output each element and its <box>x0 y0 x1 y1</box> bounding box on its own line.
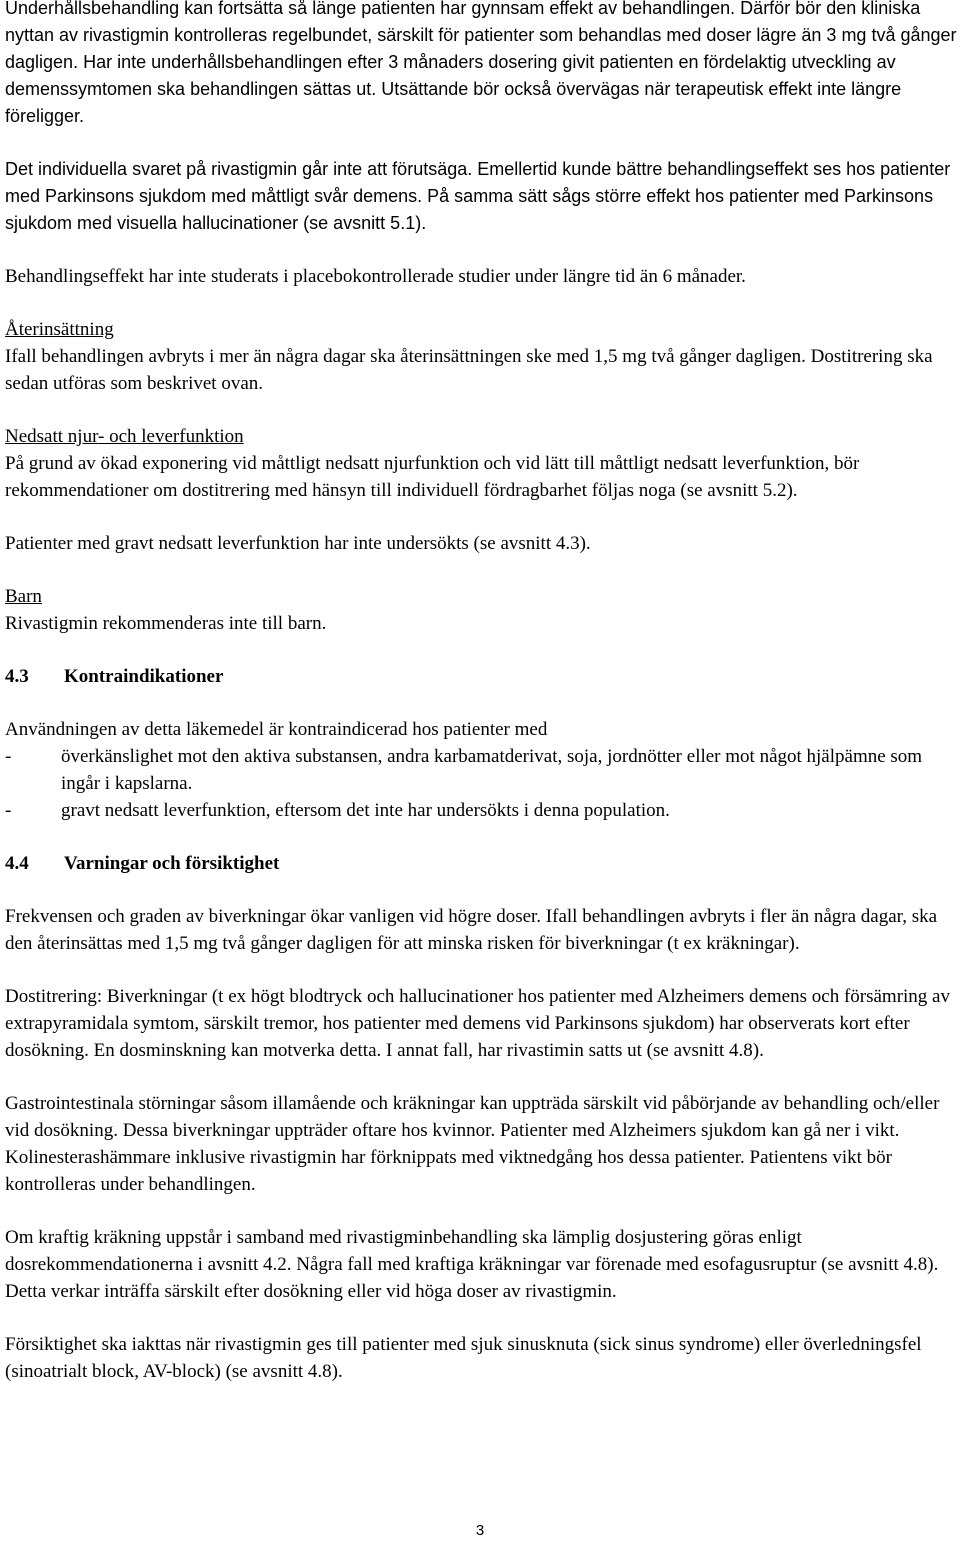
paragraph-gastrointestinal: Gastrointestinala störningar såsom illamående och kräkningar kan uppträda särskilt vid påbörjande av behandling och/eller vid dosökning. Dessa biverkningar uppträder oftare hos kvinnor. Patienter med Alzheimers sjukdom kan gå ner i vikt. Kolinesterashämmare inklusive rivastigmin har förknippats med viktnedgång hos dessa patienter. Patientens vikt bör kontrolleras under behandlingen. <box>5 1093 940 1195</box>
subheading-children: Barn <box>5 586 42 607</box>
subheading-renal-hepatic: Nedsatt njur- och leverfunktion <box>5 426 244 447</box>
section-title: Kontraindikationer <box>64 666 224 687</box>
list-dash: - <box>5 746 12 767</box>
paragraph-severe-liver: Patienter med gravt nedsatt leverfunktion har inte undersökts (se avsnitt 4.3). <box>5 533 591 554</box>
section-renal-hepatic <box>5 423 957 504</box>
document-page <box>5 0 957 1411</box>
subheading-reinitiation: Återinsättning <box>5 319 114 340</box>
section-heading-4-4 <box>5 850 957 877</box>
list-item <box>5 743 957 797</box>
paragraph-sinus-node: Försiktighet ska iakttas när rivastigmin ges till patienter med sjuk sinusknuta (sick sinus syndrome) eller överledningsfel (sinoatrialt block, AV-block) (se avsnitt 4.8). <box>5 1334 922 1382</box>
paragraph-maintenance: Underhållsbehandling kan fortsätta så länge patienten har gynnsam effekt av behandlingen. Därför bör den kliniska nyttan av rivastigmin kontrolleras regelbundet, särskilt för patienter som behandlas med doser lägre än 3 mg två gånger dagligen. Har inte underhållsbehandlingen efter 3 månaders dosering givit patienten en fördelaktig utveckling av demenssymtomen ska behandlingen sättas ut. Utsättande bör också övervägas när terapeutisk effekt inte längre föreligger. <box>5 0 957 126</box>
paragraph-individual-response: Det individuella svaret på rivastigmin går inte att förutsäga. Emellertid kunde bättre behandlingseffekt ses hos patienter med Parkinsons sjukdom med måttligt svår demens. På samma sätt sågs större effekt hos patienter med Parkinsons sjukdom med visuella hallucinationer (se avsnitt 5.1). <box>5 159 951 233</box>
section-title: Varningar och försiktighet <box>64 853 280 874</box>
list-item-text: gravt nedsatt leverfunktion, eftersom det inte har undersökts i denna population. <box>61 800 670 821</box>
reinitiation-text: Ifall behandlingen avbryts i mer än några dagar ska återinsättningen ske med 1,5 mg två gånger dagligen. Dostitrering ska sedan utföras som beskrivet ovan. <box>5 346 933 394</box>
section-reinitiation <box>5 316 957 397</box>
section-number: 4.4 <box>5 853 29 874</box>
list-item-text: överkänslighet mot den aktiva substansen, andra karbamatderivat, soja, jordnötter eller mot något hjälpämne som ingår i kapslarna. <box>61 746 923 794</box>
paragraph-dose-titration: Dostitrering: Biverkningar (t ex högt blodtryck och hallucinationer hos patienter med Alzheimers demens och försämring av extrapyramidala symtom, särskilt tremor, hos patienter med demens vid Parkinsons sjukdom) har observerats kort efter dosökning. En dosminskning kan motverka detta. I annat fall, har rivastimin satts ut (se avsnitt 4.8). <box>5 986 950 1061</box>
section-number: 4.3 <box>5 666 29 687</box>
list-dash: - <box>5 800 12 821</box>
section-heading-4-3 <box>5 663 957 690</box>
list-item <box>5 797 957 824</box>
children-text: Rivastigmin rekommenderas inte till barn. <box>5 613 327 634</box>
paragraph-treatment-effect: Behandlingseffekt har inte studerats i placebokontrollerade studier under längre tid än 6 månader. <box>5 266 746 287</box>
contraindications-block <box>5 716 957 824</box>
contraindications-intro: Användningen av detta läkemedel är kontraindicerad hos patienter med <box>5 719 548 740</box>
section-children <box>5 583 957 637</box>
paragraph-frequency: Frekvensen och graden av biverkningar ökar vanligen vid högre doser. Ifall behandlingen avbryts i fler än några dagar, ska den återinsättas med 1,5 mg två gånger dagligen för att minska risken för biverkningar (t ex kräkningar). <box>5 906 938 954</box>
paragraph-vomiting: Om kraftig kräkning uppstår i samband med rivastigminbehandling ska lämplig dosjustering göras enligt dosrekommendationerna i avsnitt 4.2. Några fall med kraftiga kräkningar var förenade med esofagusruptur (se avsnitt 4.8). Detta verkar inträffa särskilt efter dosökning eller vid höga doser av rivastigmin. <box>5 1227 939 1302</box>
renal-hepatic-text: På grund av ökad exponering vid måttligt nedsatt njurfunktion och vid lätt till måttligt nedsatt leverfunktion, bör rekommendationer om dostitrering med hänsyn till individuell fördragbarhet följas noga (se avsnitt 5.2). <box>5 453 860 501</box>
page-number: 3 <box>475 1522 485 1539</box>
